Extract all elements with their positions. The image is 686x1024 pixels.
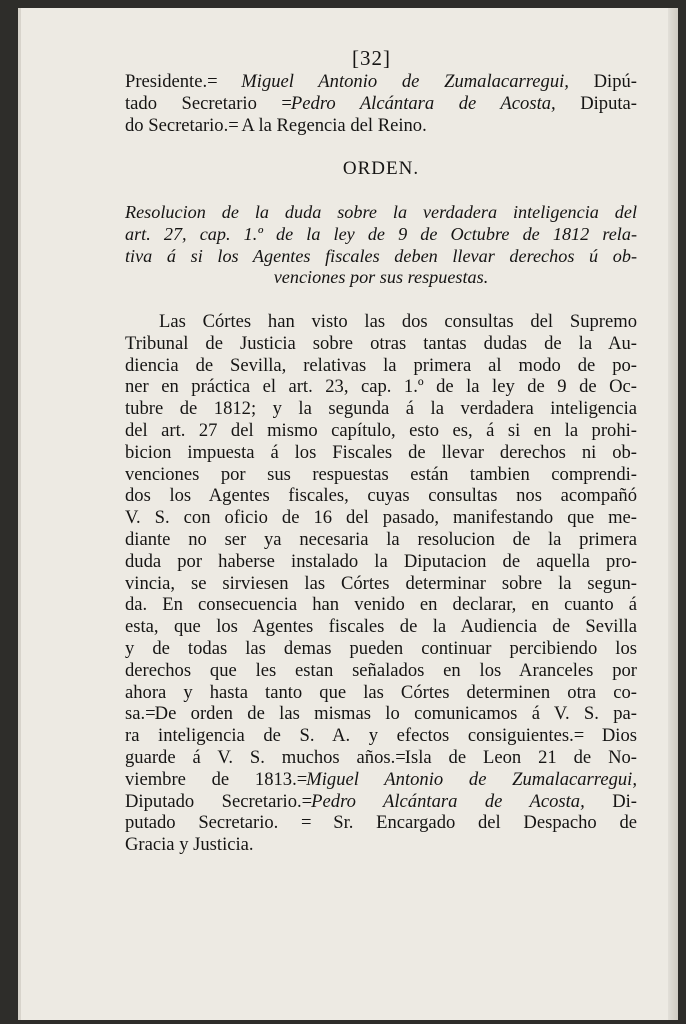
text-segment: y de todas las demas pueden continuar percibiendo los [125,637,637,659]
text-line [125,376,637,398]
text-line [125,812,637,834]
text-line [125,791,637,813]
text-line [125,93,637,115]
separator-mark: = [301,812,311,834]
text-line [125,355,637,377]
text-segment: Las Córtes han visto las dos consultas del Supremo [159,311,637,332]
order-summary [125,202,637,289]
text-line [125,638,637,660]
text-line [125,311,637,333]
preceding-decree-signatures [125,71,637,136]
text-segment: Sr. Encargado del Despacho de [310,812,637,834]
section-heading: ORDEN. [342,158,420,179]
separator-mark: = [301,790,312,812]
separator-mark: = [145,703,155,725]
separator-mark: = [296,768,307,790]
text-segment: vincia, se sirviesen las Córtes determinar sobre la segun- [125,572,637,594]
text-segment: V. S. con oficio de 16 del pasado, manifestando que me- [125,507,637,529]
text-segment: esta, que los Agentes fiscales de la Audiencia de Sevilla [125,616,637,638]
order-body [125,311,637,856]
text-line [125,725,637,747]
text-segment: ra inteligencia de S. A. y efectos consiguientes. [125,725,574,747]
text-line [125,442,637,464]
text-segment: A la Regencia del Reino. [237,114,427,136]
text-segment: ner en práctica el art. 23, cap. 1.º de la ley de 9 de Oc- [125,376,637,398]
text-line [125,747,637,769]
text-segment: guarde á V. S. muchos años. [125,746,396,768]
text-segment: Dios [583,725,637,747]
text-line [125,529,637,551]
text-line [125,333,637,355]
text-segment: Diputado Secretario. [125,790,302,812]
text-segment: Presidente. [125,71,208,92]
text-line [125,616,637,638]
text-segment: Gracia y Justicia. [125,834,254,856]
text-line [125,420,637,442]
separator-mark: = [395,746,405,768]
text-line [125,834,637,856]
text-line [125,398,637,420]
summary-line: tiva á si los Agentes fiscales deben llevar derechos ú ob- [125,245,637,266]
text-segment: viembre de 1813. [125,768,297,790]
text-segment: del art. 27 del mismo capítulo, esto es, á si en la prohi- [125,419,637,441]
text-segment: sa. [125,703,146,725]
text-segment: tubre de 1812; y la segunda á la verdadera inteligencia [125,398,637,420]
text-line [125,485,637,507]
text-segment: Pedro Alcántara de Acosta, [311,790,585,812]
summary-line: venciones por sus respuestas. [273,267,489,288]
text-segment: Isla de Leon 21 de No- [404,746,637,768]
text-segment: duda por haberse instalado la Diputacion de aquella pro- [125,550,637,572]
text-line [125,507,637,529]
text-segment: diencia de Sevilla, relativas la primera al modo de po- [125,354,637,376]
page-edge [668,8,678,1020]
text-segment: ahora y hasta tanto que las Córtes determinen otra co- [125,681,637,703]
separator-mark: = [281,92,291,114]
text-line [125,703,637,725]
text-segment: Miguel Antonio de Zumalacarregui, [306,768,637,790]
page-number: [32] [352,46,391,70]
summary-line: Resolucion de la duda sobre la verdadera inteligencia del [125,202,637,222]
text-segment: tado Secretario [125,92,282,114]
text-line [125,115,637,137]
text-segment: Pedro Alcántara de Acosta, [290,92,556,114]
text-segment: putado Secretario. [125,812,302,834]
text-segment: De orden de las mismas lo comunicamos á V. S. pa- [154,703,637,725]
text-line [125,594,637,616]
text-segment: Diputa- [555,92,637,114]
text-segment: derechos que les estan señalados en los Aranceles por [125,659,637,681]
summary-line: art. 27, cap. 1.º de la ley de 9 de Octubre de 1812 rela- [125,223,637,244]
text-segment: venciones por sus respuestas están tambien comprendi- [125,463,637,485]
text-segment: Tribunal de Justicia sobre otras tantas dudas de la Au- [125,332,637,354]
text-segment: da. En consecuencia han venido en declarar, en cuanto á [125,594,637,616]
text-segment: Miguel Antonio de Zumalacarregui, [216,71,569,92]
separator-mark: = [228,114,238,136]
text-segment: do Secretario. [125,114,229,136]
text-line [125,769,637,791]
text-segment: diante no ser ya necesaria la resolucion de la primera [125,528,637,550]
text-line [125,682,637,704]
text-segment: Dipú- [568,71,638,92]
text-segment: bicion impuesta á los Fiscales de llevar derechos ni ob- [125,441,637,463]
text-line [125,551,637,573]
text-line [125,71,637,93]
text-line [125,464,637,486]
text-segment: dos los Agentes fiscales, cuyas consultas nos acompañó [125,485,637,507]
text-line [125,660,637,682]
text-segment: Di- [584,790,637,812]
separator-mark: = [573,725,584,747]
separator-mark: = [207,71,217,92]
text-line [125,573,637,595]
